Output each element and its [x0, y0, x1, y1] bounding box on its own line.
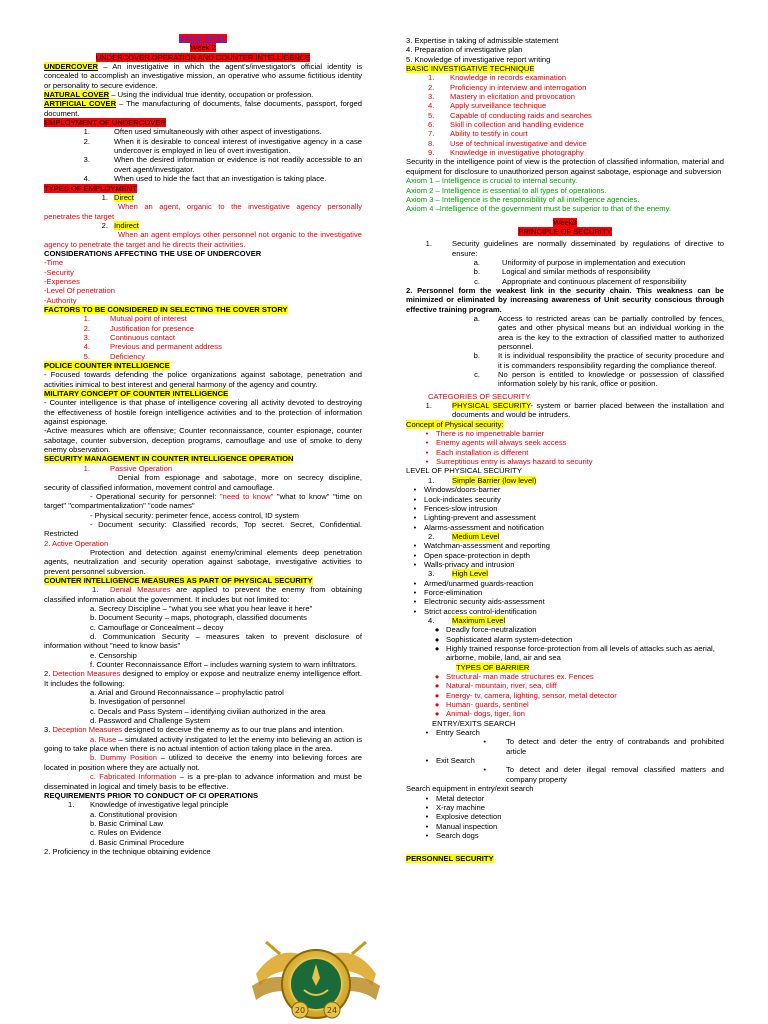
- principle-item: 1. Security guidelines are normally disseminated by regulations of directive to ensure:: [425, 239, 724, 258]
- technique-item: 4. Apply surveillance technique: [428, 101, 547, 111]
- academy-seal-icon: [246, 934, 386, 1024]
- search-item: • Entry Search: [425, 728, 480, 738]
- technique-item: 5. Capable of conducting raids and searches: [428, 110, 592, 120]
- fabricated-info-item: c. Fabricated Information – is a pre-plan to advance information and must be disseminated in logical and timely basis to be effective.: [44, 772, 362, 791]
- entry-exit-heading: ENTRY/EXITS SEARCH: [432, 718, 516, 728]
- principle-subitem: b. Logical and similar methods of responsibility: [473, 267, 651, 277]
- technique-item: 7. Ability to testify in court: [428, 129, 528, 139]
- list-item: 4. When used to hide the fact that an investigation is taking place.: [83, 174, 327, 184]
- page-title: BASIC INTEL: [179, 34, 227, 43]
- axiom-item: Axiom 1 – Intelligence is crucial to internal security.: [406, 176, 578, 186]
- deception-measures: 3. Deception Measures designed to deceive the enemy as to our true plans and intention.: [44, 725, 345, 735]
- direct-text: When an agent, organic to the investigative agency personally penetrates the target: [44, 202, 362, 221]
- level-item: • Open space-protection in depth: [413, 550, 530, 560]
- search-description: • To detect and deter the entry of contrabands and prohibited article: [483, 737, 724, 756]
- dummy-position-item: b. Dummy Position – utilized to deceive the enemy into believing forces are located in position where they are actually not.: [44, 753, 363, 772]
- principle-item: 2. Personnel form the weakest link in the security chain. This weakness can be minimized or eliminated by increasing awareness of Unit security conscious through effective training program.: [406, 285, 724, 314]
- denial-item: a. Secrecy Discipline – "what you see what you hear leave it here": [90, 603, 313, 613]
- barrier-item: ● Animal- dogs, tiger, lion: [434, 709, 525, 719]
- denial-item: d. Communication Security – measures taken to prevent disclosure of information without "need to know basis": [44, 632, 362, 651]
- principle-heading: PRINCIPLE OF SECURITY: [518, 226, 612, 236]
- list-item: 3. When the desired information or evidence is not readily accessible to an overt agent/investigator.: [83, 155, 362, 174]
- axiom-item: Axiom 4 –Intelligence of the government must be superior to that of the enemy.: [406, 204, 671, 214]
- level-item: • Electronic security aids-assessment: [413, 597, 545, 607]
- denial-item: b. Document Security – maps, photograph, classified documents: [90, 613, 307, 623]
- level-item: ● Sophisticated alarm system-detection: [434, 634, 573, 644]
- denial-item: f. Counter Reconnaissance Effort – includes warning system to warn infiltrators.: [90, 660, 358, 670]
- detection-measures: 2. Detection Measures designed to employ or expose and neutralize enemy intelligence effort. It includes the following:: [44, 669, 362, 688]
- concept-heading: Concept of Physical security:: [406, 419, 504, 429]
- cim-heading: COUNTER INTELLIGENCE MEASURES AS PART OF PHYSICAL SECURITY: [44, 575, 313, 585]
- op-security-personnel: - Operational security for personnel: "need to know" "what to know" "time on target" "compartmentalization" "code names": [44, 491, 362, 511]
- factor-item: 5. Deficiency: [83, 351, 146, 361]
- level-item: • Alarms-assessment and notification: [413, 522, 544, 532]
- sm-heading: SECURITY MANAGEMENT IN COUNTER INTELLIGENCE OPERATION: [44, 454, 294, 464]
- factors-heading: FACTORS TO BE CONSIDERED IN SELECTING THE COVER STORY: [44, 304, 288, 314]
- detection-item: b. Investigation of personnel: [90, 697, 185, 707]
- level-item: ● Deadly force-neutralization: [434, 625, 537, 635]
- document-security-line: - Document security: Classified records, Top secret. Secret, Confidential. Restricted: [44, 519, 362, 539]
- concept-item: • There is no impenetrable barrier: [425, 429, 545, 439]
- requirement-subitem: b. Basic Criminal Law: [90, 818, 164, 828]
- barrier-item: ● Energy- tv, camera, lighting, sensor, metal detector: [434, 690, 617, 700]
- high-level-label: High Level: [452, 569, 488, 579]
- requirements-heading: REQUIREMENTS PRIOR TO CONDUCT OF CI OPERATIONS: [44, 790, 259, 800]
- concept-item: • Enemy agents will always seek access: [425, 438, 567, 448]
- requirement-item: 1. Knowledge of investigative legal principle: [68, 800, 229, 810]
- considerations-heading: CONSIDERATIONS AFFECTING THE USE OF UNDERCOVER: [44, 248, 262, 258]
- top-item: 3. Expertise in taking of admissible statement: [406, 36, 559, 45]
- requirement-subitem: c. Rules on Evidence: [90, 828, 162, 838]
- level-item: • Armed/unarmed guards-reaction: [413, 578, 534, 588]
- consideration-item: -Expenses: [44, 276, 80, 286]
- equipment-heading: Search equipment in entry/exit search: [406, 784, 534, 794]
- security-definition: Security in the intelligence point of view is the protection of classified information, material and equipment for disclosure to unauthorized person against sabotage, espionage and subversion: [406, 157, 724, 176]
- top-item: 5. Knowledge of investigative report writing: [406, 54, 551, 64]
- concept-item: • Surreptitious entry is always hazard to security: [425, 457, 593, 467]
- seal-year-left: 20: [294, 1006, 306, 1015]
- equipment-item: • Metal detector: [425, 793, 485, 803]
- passive-text: Denial from espionage and sabotage, more on secrecy discipline, security of classified information, movement control and camouflage.: [44, 473, 362, 492]
- principle-subitem: b. It is individual responsibility the practice of security procedure and it is commanders responsibility regarding the compliance thereof.: [473, 351, 724, 370]
- level-item: • Windows/doors-barrier: [413, 485, 501, 495]
- mci-text: - Counter intelligence is that phase of intelligence covering all activity devoted to destroying the effectiveness of hostile foreign intelligence activities and to the protection of information against espionage.: [44, 398, 362, 427]
- search-item: • Exit Search: [425, 756, 475, 766]
- concept-item: • Each installation is different: [425, 447, 529, 457]
- section-subtitle: UNDERCOVER OPERATION AND COUNTER INTELLIGENCE: [95, 52, 311, 62]
- pci-text: - Focused towards defending the police organizations against sabotage, penetration and activities inimical to best interest and general harmony of the agency and country.: [44, 370, 362, 389]
- active-text: Protection and detection against enemy/criminal elements deep penetration agents, neutralization and security operation against sabotage, investigative activities to prevent personnel subversion.: [44, 547, 362, 576]
- level-item: • Lighting-prevent and assessment: [413, 513, 536, 523]
- search-description: • To detect and deter illegal removal classified matters and company property: [483, 765, 724, 784]
- artificial-cover-definition: ARTIFICIAL COVER – The manufacturing of documents, false documents, passport, forged document.: [44, 99, 362, 118]
- left-column: BASIC INTEL Week 2 UNDERCOVER OPERATION AND COUNTER INTELLIGENCE UNDERCOVER – An investigative in which the agent's/investigator's official identity is concealed to accomplish an investigative mission, an operative who assume fictitious identity or personality to secure evidence. NATURAL COVER – Using the individual true identity, occupation or profession. ARTIFICIAL COVER – The manufacturing of documents, false documents, passport, forged document. EMPLOYMENT OF UNDERCOVER 1. Often used simultaneously with other aspect of investigations. 2. When it is desirable to conceal interest of investigative agency in a case undercover is employed in lieu of overt investigation. 3. When the desired information or evidence is not readily accessible to an overt agent/investigator. 4. When used to hide the fact that an investigation is taking place. TYPES OF EMPLOYMENT 1. Direct When an agent, organic to the investigative agency personally penetrates the target 2. Indirect When an agent employs other personnel not organic to the investigative agency to penetrate the target and he directs their activities. CONSIDERATIONS AFFECTING THE USE OF UNDERCOVER -Time -Security -Expenses -Level Of penetration -Authority FACTORS TO BE CONSIDERED IN SELECTING THE COVER STORY 1. Mutual point of interest 2. Justification for presence 3. Continuous contact 4. Previous and permanent address 5. Deficiency POLICE COUNTER INTELLIGENCE - Focused towards defending the police organizations against sabotage, penetration and activities inimical to best interest and general harmony of the agency and country. MILITARY CONCEPT OF COUNTER INTELLIGENCE - Counter intelligence is that phase of intelligence covering all activity devoted to destroying the effectiveness of hostile foreign intelligence activities and to the protection of information against espionage. -Active measures which are offensive; Counter reconnaissance, counter espionage, counter sabotage, counter subversion, deception programs, camouflage and use of smoke to deny enemy observation. SECURITY MANAGEMENT IN COUNTER INTELLIGENCE OPERATION 1. Passive Operation Denial from espionage and sabotage, more on secrecy discipline, security of classified information, movement control and camouflage. - Operational security for personnel: "need to know" "what to know" "time on target" "compartmentalization" "code names" - Physical security: perimeter fence, access control, ID system - Document security: Classified records, Top secret. Secret, Confidential. Restricted 2. Active Operation Protection and detection against enemy/criminal elements deep penetration agents, neutralization and security operation against sabotage, investigative activities to prevent personnel subversion. COUNTER INTELLIGENCE MEASURES AS PART OF PHYSICAL SECURITY 1. Denial Measures are applied to prevent the enemy from obtaining classified information about the government. It includes but not limited to: a. Secrecy Discipline – "what you see what you hear leave it here" b. Document Security – maps, photograph, classified documents c. Camouflage or Concealment – decoy d. Communication Security – measures taken to prevent disclosure of information without "need to know basis" e. Censorship f. Counter Reconnaissance Effort – includes warning system to warn infiltrators. 2. Detection Measures designed to employ or expose and neutralize enemy intelligence effort. It includes the following: a. Arial and Ground Reconnaissance – prophylactic patrol b. Investigation of personnel c. Decals and Pass System – identifying civilian authorized in the area d. Password and Challenge System 3. Deception Measures designed to deceive the enemy as to our true plans and intention. a. Ruse – simulated activity instigated to let the enemy into believing an action is going to take place when there is no actual intention of action taking place in the area. b. Dummy Position – utilized to deceive the enemy into believing forces are located in position where they are actually not. c. Fabricated Information – is a pre-plan to advance information and must be disseminated in logical and timely basis to be effective. REQUIREMENTS PRIOR TO CONDUCT OF CI OPERATIONS 1. Knowledge of investigative legal principle a. Constitutional provision b. Basic Criminal Law c. Rules on Evidence d. Basic Criminal Procedure 2. Proficiency in the technique obtaining evidence: [44, 34, 363, 856]
- employment-heading: EMPLOYMENT OF UNDERCOVER: [44, 118, 166, 128]
- indirect-text: When an agent employs other personnel not organic to the investigative agency to penetrate the target and he directs their activities.: [44, 230, 362, 249]
- technique-item: 8. Use of technical investigative and device: [428, 138, 587, 148]
- undercover-definition: UNDERCOVER – An investigative in which the agent's/investigator's official identity is concealed to accomplish an investigative mission, an operative who assume fictitious identity or personality to secure evidence.: [44, 62, 362, 90]
- active-label: 2. Active Operation: [44, 538, 109, 548]
- passive-label: Passive Operation: [110, 463, 173, 473]
- requirement-subitem: a. Constitutional provision: [90, 809, 177, 819]
- barrier-item: ● Human- guards, sentinel: [434, 700, 529, 710]
- principle-subitem: a. Access to restricted areas can be partially controlled by fences, gates and other physical means but an individual working in the area is the key to the extraction of classified matter to authorized personnel.: [473, 313, 724, 351]
- detection-item: d. Password and Challenge System: [90, 716, 211, 726]
- physical-security-line: - Physical security: perimeter fence, access control, ID system: [90, 510, 299, 520]
- list-item: 1. Often used simultaneously with other aspect of investigations.: [83, 127, 322, 137]
- mci-heading: MILITARY CONCEPT OF COUNTER INTELLIGENCE: [44, 389, 229, 399]
- technique-item: 2. Proficiency in interview and interrogation: [428, 82, 587, 92]
- simple-barrier-label: Simple Barrier (low level): [452, 475, 537, 485]
- factor-item: 4. Previous and permanent address: [83, 342, 222, 352]
- factor-item: 3. Continuous contact: [83, 333, 176, 342]
- equipment-item: • X-ray machine: [425, 802, 485, 812]
- equipment-item: • Manual inspection: [425, 821, 498, 831]
- requirement-item: 2. Proficiency in the technique obtaining evidence: [44, 846, 211, 856]
- denial-measures: 1. Denial Measures are applied to prevent the enemy from obtaining classified information about the government. It includes but not limited to:: [44, 585, 362, 604]
- personnel-security-heading: PERSONNEL SECURITY: [406, 854, 494, 864]
- principle-subitem: c. Appropriate and continuous placement of responsibility: [474, 276, 687, 286]
- seal-year-right: 24: [326, 1006, 338, 1015]
- level-item: • Watchman-assessment and reporting: [413, 541, 550, 551]
- principle-subitem: c. No person is entitled to knowledge or possession of classified information solely by his rank, office or position.: [474, 370, 724, 389]
- pci-heading: POLICE COUNTER INTELLIGENCE: [44, 361, 170, 371]
- list-item: 2. When it is desirable to conceal interest of investigative agency in a case undercover is employed in lieu of overt investigation.: [83, 136, 362, 156]
- barrier-heading: TYPES OF BARRIER: [456, 662, 530, 672]
- mci-text: -Active measures which are offensive; Counter reconnaissance, counter espionage, counter sabotage, counter subversion, deception programs, camouflage and use of smoke to deny enemy observation.: [44, 426, 362, 455]
- direct-label: Direct: [114, 192, 134, 202]
- week3-label: Week3: [553, 217, 577, 227]
- factor-item: 1. Mutual point of interest: [83, 314, 187, 324]
- ruse-item: a. Ruse – simulated activity instigated to let the enemy into believing an action is going to take place when there is no actual intention of action taking place in the area.: [44, 734, 363, 754]
- detection-item: a. Arial and Ground Reconnaissance – prophylactic patrol: [90, 688, 284, 698]
- level-item: • Lock-indicates security: [413, 494, 501, 504]
- consideration-item: -Authority: [44, 295, 77, 305]
- technique-item: 3. Mastery in elicitation and provocation: [428, 92, 575, 102]
- bit-heading: BASIC INVESTIGATIVE TECHNIQUE: [406, 64, 535, 74]
- axiom-item: Axiom 2 – Intelligence is essential to all types of operations.: [406, 185, 607, 195]
- level-item: • Fences-slow intrusion: [413, 503, 498, 513]
- maximum-level-label: Maximum Level: [452, 615, 506, 625]
- factor-item: 2. Justification for presence: [83, 323, 194, 333]
- denial-item: e. Censorship: [90, 650, 137, 660]
- level-item: ● Highly trained response force-protection from all levels of attacks such as aerial, airborne, mobile, land, air and sea: [434, 644, 715, 663]
- types-heading: TYPES OF EMPLOYMENT: [44, 183, 137, 193]
- level-heading: LEVEL OF PHYSICAL SECURITY: [406, 466, 522, 476]
- barrier-item: ● Structural- man made structures ex. Fences: [434, 672, 594, 682]
- right-column: 3. Expertise in taking of admissible statement 4. Preparation of investigative plan 5. Knowledge of investigative report writing BASIC INVESTIGATIVE TECHNIQUE 1. Knowledge in records examination 2. Proficiency in interview and interrogation 3. Mastery in elicitation and provocation 4. Apply surveillance technique 5. Capable of conducting raids and searches 6. Skill in collection and handling evidence 7. Ability to testify in court 8. Use of technical investigative and device 9. Knowledge in investigative photography Security in the intelligence point of view is the protection of classified information, material and equipment for disclosure to unauthorized person against sabotage, espionage and subversion Axiom 1 – Intelligence is crucial to internal security. Axiom 2 – Intelligence is essential to all types of operations. Axiom 3 – Intelligence is the responsibility of all intelligence agencies. Axiom 4 –Intelligence of the government must be superior to that of the enemy. Week3 PRINCIPLE OF SECURITY 1. Security guidelines are normally disseminated by regulations of directive to ensure: a. Uniformity of purpose in implementation and execution b. Logical and similar methods of responsibility c. Appropriate and continuous placement of responsibility 2. Personnel form the weakest link in the security chain. This weakness can be minimized or eliminated by increasing awareness of Unit security conscious through effective training program. a. Access to restricted areas can be partially controlled by fences, gates and other physical means but an individual working in the area is the key to the extraction of classified matter to authorized personnel. b. It is individual responsibility the practice of security procedure and it is commanders responsibility regarding the compliance thereof. c. No person is entitled to knowledge or possession of classified information solely by his rank, office or position. CATEGORIES OF SECURITY 1. PHYSICAL SECURITY- system or barrier placed between the installation and documents and would be intruders. Concept of Physical security: • There is no impenetrable barrier • Enemy agents will always seek access • Each installation is different • Surreptitious entry is always hazard to security LEVEL OF PHYSICAL SECURITY 1. Simple Barrier (low level) • Windows/doors-barrier • Lock-indicates security • Fences-slow intrusion • Lighting-prevent and assessment • Alarms-assessment and notification 2. Medium Level • Watchman-assessment and reporting • Open space-protection in depth • Walls-privacy and intrusion 3. High Level • Armed/unarmed guards-reaction • Force-elimination • Electronic security aids-assessment • Strict access control-identification 4. Maximum Level ● Deadly force-neutralization ● Sophisticated alarm system-detection ● Highly trained response force-protection from all levels of attacks such as aerial, airborne, mobile, land, air and sea TYPES OF BARRIER ● Structural- man made structures ex. Fences ● Natural- mountain, river, sea, cliff ● Energy- tv, camera, lighting, sensor, metal detector ● Human- guards, sentinel ● Animal- dogs, tiger, lion ENTRY/EXITS SEARCH • Entry Search • To detect and deter the entry of contrabands and prohibited article • Exit Search • To detect and deter illegal removal classified matters and company property Search equipment in entry/exit search • Metal detector • X-ray machine • Explosive detection • Manual inspection • Search dogs PERSONNEL SECURITY: [406, 36, 724, 864]
- indirect-label: Indirect: [114, 220, 139, 230]
- week-label: Week 2: [190, 43, 216, 53]
- technique-item: 1. Knowledge in records examination: [428, 73, 567, 83]
- equipment-item: • Search dogs: [425, 830, 479, 840]
- axiom-item: Axiom 3 – Intelligence is the responsibility of all intelligence agencies.: [406, 194, 640, 204]
- consideration-item: -Security: [44, 267, 74, 277]
- level-item: • Force-elimination: [413, 587, 483, 597]
- equipment-item: • Explosive detection: [425, 812, 502, 822]
- denial-item: c. Camouflage or Concealment – decoy: [90, 622, 224, 632]
- physical-security-item: 1. PHYSICAL SECURITY- system or barrier placed between the installation and documents and would be intruders.: [425, 401, 724, 420]
- consideration-item: -Time: [44, 258, 64, 268]
- technique-item: 9. Knowledge in investigative photography: [428, 148, 584, 158]
- medium-level-label: Medium Level: [452, 531, 500, 541]
- level-item: • Walls-privacy and intrusion: [413, 559, 515, 569]
- requirement-subitem: d. Basic Criminal Procedure: [90, 837, 185, 847]
- level-item: • Strict access control-identification: [413, 606, 537, 616]
- top-item: 4. Preparation of investigative plan: [406, 45, 523, 55]
- technique-item: 6. Skill in collection and handling evidence: [428, 120, 584, 130]
- detection-item: c. Decals and Pass System – identifying civilian authorized in the area: [90, 706, 326, 716]
- consideration-item: -Level Of penetration: [44, 286, 115, 296]
- categories-heading: CATEGORIES OF SECURITY: [428, 391, 531, 401]
- barrier-item: ● Natural- mountain, river, sea, cliff: [434, 681, 557, 691]
- principle-subitem: a. Uniformity of purpose in implementation and execution: [473, 257, 686, 267]
- natural-cover-definition: NATURAL COVER – Using the individual true identity, occupation or profession.: [44, 90, 314, 100]
